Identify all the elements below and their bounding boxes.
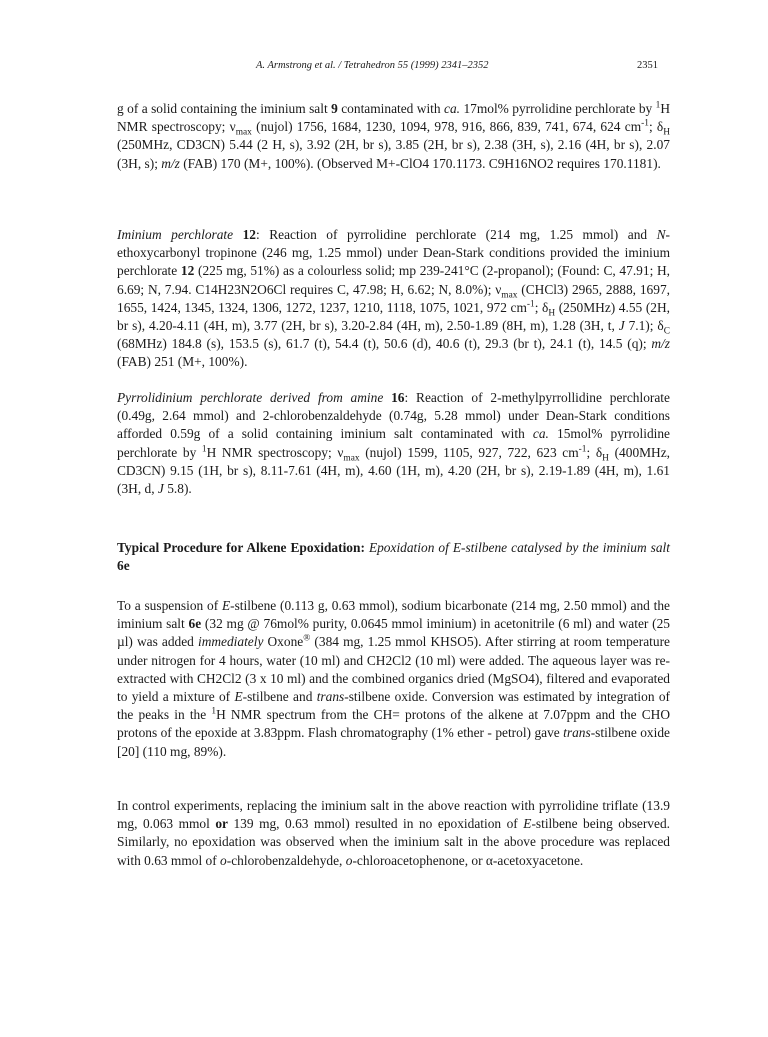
paragraph-epoxidation-procedure: To a suspension of E-stilbene (0.113 g, 0.63 mmol), sodium bicarbonate (214 mg, 2.50 mmol) and the iminium salt 6e (32 mg @ 76mol% purity, 0.0645 mmol iminium) in acetonitrile (6 ml) and water (25 µl) was added immediately Oxone® (384 mg, 1.25 mmol KHSO5). After stirring at room temperature under nitrogen for 4 hours, water (10 ml) and CH2Cl2 (10 ml) were added. The aqueous layer was re-extracted with CH2Cl2 (3 x 10 ml) and the combined organics dried (MgSO4), filtered and evaporated to yield a mixture of E-stilbene and trans-stilbene oxide. Conversion was estimated by integration of the peaks in the $^1$H NMR spectrum from the CH= protons of the alkene at 7.07ppm and the CHO protons of the epoxide at 3.83ppm. Flash chromatography (1% ether - petrol) gave trans-stilbene oxide [20] (110 mg, 89%). xyxy=(117,598,670,759)
running-title: A. Armstrong et al. / Tetrahedron 55 (1999) 2341–2352 xyxy=(256,60,489,71)
page-number: 2351 xyxy=(637,60,658,71)
section-heading-epoxidation: Typical Procedure for Alkene Epoxidation: Epoxidation of E-stilbene catalysed by the iminium salt 6e xyxy=(117,540,670,574)
paragraph-iminium-salt-9-data: g of a solid containing the iminium salt 9 contaminated with ca. 17mol% pyrrolidine perchlorate by $^1$H NMR spectroscopy; $\nu_{max}$ (nujol) 1756, 1684, 1230, 1094, 978, 916, 866, 839, 741, 674, 624 $cm^{-1}$; $\delta_H$ (250MHz, CD3CN) 5.44 (2 H, s), 3.92 (2H, br s), 3.85 (2H, br s), 2.38 (3H, s), 2.16 (4H, br s), 2.07 (3H, s); m/z (FAB) 170 (M+, 100%). (Observed M+-ClO4 170.1173. C9H16NO2 requires 170.1181). xyxy=(117,100,670,171)
paragraph-iminium-perchlorate-12: Iminium perchlorate 12: Reaction of pyrrolidine perchlorate (214 mg, 1.25 mmol) and N-ethoxycarbonyl tropinone (246 mg, 1.25 mmol) under Dean-Stark conditions provided the iminium perchlorate 12 (225 mg, 51%) as a colourless solid; mp 239-241°C (2-propanol); (Found: C, 47.91; H, 6.69; N, 7.94. C14H23N2O6Cl requires C, 47.98; H, 6.62; N, 8.0%); $\nu_{max}$ (CHCl3) 2965, 2888, 1697, 1655, 1424, 1345, 1324, 1306, 1272, 1237, 1210, 1118, 1075, 1021, 972 $cm^{-1}$; $\delta_H$ (250MHz) 4.55 (2H, br s), 4.20-4.11 (4H, m), 3.77 (2H, br s), 3.20-2.84 (4H, m), 2.50-1.89 (8H, m), 1.28 (3H, t, J 7.1); $\delta_C$ (68MHz) 184.8 (s), 153.5 (s), 61.7 (t), 54.4 (t), 50.6 (d), 40.6 (t), 29.3 (br t), 24.1 (t), 14.5 (q); m/z (FAB) 251 (M+, 100%). xyxy=(117,227,670,370)
paragraph-control-experiments: In control experiments, replacing the iminium salt in the above reaction with pyrrolidine triflate (13.9 mg, 0.063 mmol or 139 mg, 0.63 mmol) resulted in no epoxidation of E-stilbene being observed. Similarly, no epoxidation was observed when the iminium salt in the above procedure was replaced with 0.63 mmol of o-chlorobenzaldehyde, o-chloroacetophenone, or α-acetoxyacetone. xyxy=(117,798,670,868)
paragraph-pyrrolidinium-perchlorate-16: Pyrrolidinium perchlorate derived from amine 16: Reaction of 2-methylpyrrollidine perchlorate (0.49g, 2.64 mmol) and 2-chlorobenzaldehyde (0.74g, 5.28 mmol) under Dean-Stark conditions afforded 0.59g of a solid containing iminium salt contaminated with ca. 15mol% pyrrolidine perchlorate by $^1$H NMR spectroscopy; $\nu_{max}$ (nujol) 1599, 1105, 927, 722, 623 $cm^{-1}$; $\delta_H$ (400MHz, CD3CN) 9.15 (1H, br s), 8.11-7.61 (4H, m), 4.60 (1H, m), 4.20 (2H, br s), 2.19-1.89 (4H, m), 1.61 (3H, d, J 5.8). xyxy=(117,390,671,497)
running-head xyxy=(0,60,768,76)
